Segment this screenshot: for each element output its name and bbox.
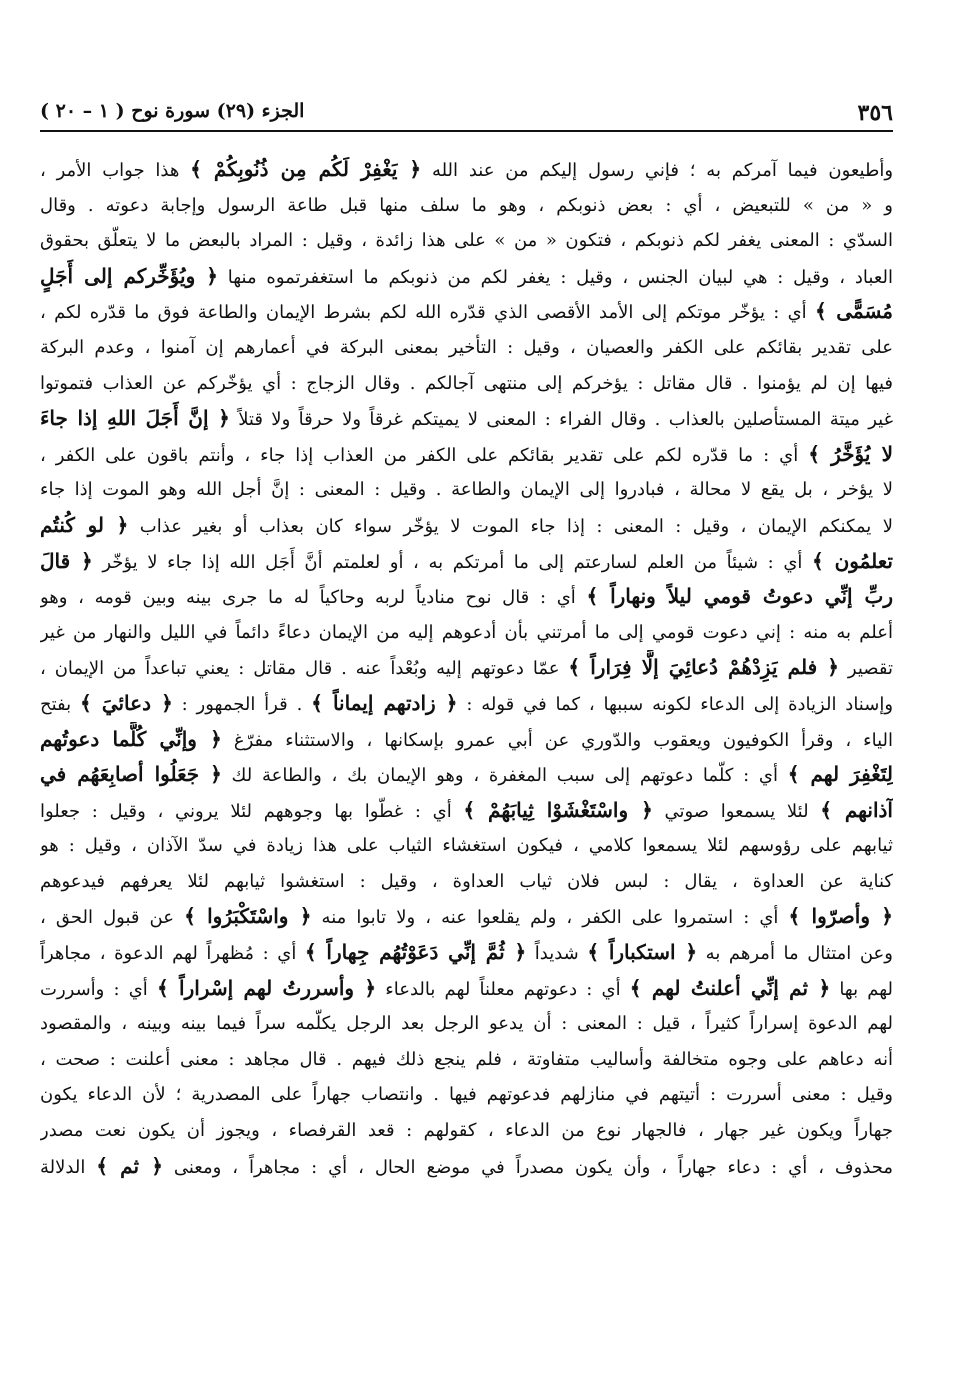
quran-quote: ﴿ دعائيَ ﴾ xyxy=(80,690,173,715)
commentary-text: ثيابهم على رؤوسهم لئلا يسمعوا كلامي ، فيكون استغشاء الثياب على هذا زيادة في سدّ الآذان ، وقيل : هو xyxy=(40,835,893,857)
quran-quote: ﴿ ثم ﴾ xyxy=(96,1153,163,1178)
commentary-text: وقيل : معنى أسررت : أتيتهم في منازلهم فدعوتهم فيها . وانتصاب جهاراً على المصدرية ؛ لأن الدعاء يكون xyxy=(40,1084,893,1106)
quran-quote: ﴿ وإنِّي كُلَّما دعوتُهم xyxy=(40,726,222,751)
commentary-text: أعلم به منه : إني دعوت قومي إلى ما أمرتني بأن أدعوهم إليه من الإيمان دعاءً دائماً في الليل والنهار من غير xyxy=(40,621,893,643)
text-line xyxy=(40,579,893,615)
quran-quote: ﴿ زادتهم إيماناً ﴾ xyxy=(311,690,458,715)
page xyxy=(40,96,893,1184)
quran-quote: لِتَغْفِرَ لهم ﴾ xyxy=(787,762,893,787)
quran-quote: ﴿ يَغْفِرْ لَكُم مِن ذُنُوبِكُمْ ﴾ xyxy=(190,157,422,181)
text-line xyxy=(40,864,893,900)
commentary-text: العباد ، وقيل : هي لبيان الجنس ، وقيل : يغفر لكم من ذنوبكم ما استغفرتموه منها xyxy=(217,266,893,288)
commentary-text: أي : شيئاً من العلم لسارعتم إلى ما أمرتكم به ، أو لعلمتم أنَّ أَجَل الله إذا جاء لا يؤخّر xyxy=(92,551,813,573)
quran-quote: ﴿ جَعَلُوا أصابِعَهُم في xyxy=(40,762,222,787)
text-line xyxy=(40,188,893,224)
commentary-text: الياء ، وقرأ الكوفيون ويعقوب والدّوري عن أبي عمرو بإسكانها ، والاستثناء مفرّغ xyxy=(221,729,893,751)
commentary-text: كناية عن العداوة ، يقال : لبس فلان ثياب العداوة ، وقيل : استغشوا ثيابهم لئلا يعرفهم فيدعوهم xyxy=(40,870,893,892)
header-rule xyxy=(40,130,893,132)
quran-quote: ﴿ فلم يَزِدْهُمْ دُعائِيَ إلَّا فِرَاراً ﴾ xyxy=(568,655,840,680)
commentary-text: أي : غطّوا بها وجوههم لئلا يروني ، وقيل : جعلوا xyxy=(40,800,464,822)
quran-quote: ﴿ استكباراً ﴾ xyxy=(587,940,698,965)
text-line xyxy=(40,1042,893,1078)
text-line xyxy=(40,1113,893,1149)
text-line xyxy=(40,472,893,508)
commentary-text: وأطيعون فيما آمركم به ؛ فإني رسول إليكم من عند الله xyxy=(421,160,893,181)
text-line xyxy=(40,650,893,686)
commentary-text: أي : ما قدّره لكم على تقدير بقائكم على الكفر من العذاب إذا جاء ، وأنتم باقون على الكفر ، xyxy=(40,444,809,466)
text-line xyxy=(40,971,893,1007)
commentary-text: عمّا دعوتهم إليه وبُعْداً عنه . قال مقاتل : يعني تباعداً من الإيمان ، xyxy=(40,658,569,680)
commentary-text: هذا جواب الأمر ، xyxy=(40,160,191,181)
commentary-text: لهم بها xyxy=(830,978,893,1000)
page-number: ٣٥٦ xyxy=(857,100,893,126)
quran-quote: ربِّ إنِّي دعوتُ قومي ليلاً ونهاراً ﴾ xyxy=(586,584,893,609)
text-line xyxy=(40,1077,893,1113)
commentary-text: وإسناد الزيادة إلى الدعاء لكونه سببها ، كما في قوله : xyxy=(457,693,893,715)
quran-quote: مُسَمًّى ﴾ xyxy=(814,299,893,324)
commentary-text: لا يؤخر ، بل يقع لا محالة ، فبادروا إلى الإيمان والطاعة . وقيل : المعنى : إنَّ أجل الله وهو الموت إذا جاء xyxy=(40,479,893,501)
commentary-text: شديداً xyxy=(526,943,588,965)
commentary-text: لهم الدعوة إسراراً كثيراً ، قيل : المعنى : أن يدعو الرجل بعد الرجل يكلّمه سراً فيما بينه وبينه ، والمقصود xyxy=(40,1013,893,1035)
quran-quote: ﴿ وأسررتُ لهم إسْراراً ﴾ xyxy=(156,975,377,1000)
text-line xyxy=(40,223,893,259)
text-line xyxy=(40,793,893,829)
commentary-text: . قرأ الجمهور : xyxy=(172,693,312,715)
commentary-text: أي : وأسررت xyxy=(40,978,157,1000)
commentary-text: لئلا يسمعوا صوتي xyxy=(652,800,821,822)
quran-quote: لا يُؤَخَّرُ ﴾ xyxy=(808,441,893,466)
commentary-text: تقصير xyxy=(839,658,893,680)
commentary-text: أي : قال نوح منادياً لربه وحاكياً له ما جرى بينه وبين قومه ، وهو xyxy=(40,587,587,609)
text-line xyxy=(40,899,893,935)
text-line xyxy=(40,401,893,437)
text-line xyxy=(40,757,893,793)
text-line xyxy=(40,828,893,864)
quran-quote: ﴿ ثم إنِّي أعلنتُ لهم ﴾ xyxy=(629,975,831,1000)
commentary-text: أي : مُظهراً لهم الدعوة ، مجاهراً xyxy=(40,943,305,965)
text-line xyxy=(40,1006,893,1042)
quran-quote: ﴿ وأصرّوا ﴾ xyxy=(788,904,893,929)
commentary-text: السدّي : المعنى يغفر لكم ذنوبكم ، فتكون « من » على هذا زائدة ، وقيل : المراد بالبعض ما لا يتعلّق بحقوق xyxy=(40,230,893,252)
quran-quote: ﴿ قالَ xyxy=(40,548,93,573)
quran-quote: ﴿ واسْتَكْبَرُوا ﴾ xyxy=(184,904,312,929)
text-line xyxy=(40,152,893,188)
commentary-text: أنه دعاهم على وجوه متخالفة وأساليب متفاوتة ، فلم ينجع ذلك فيهم . قال مجاهد : معنى أعلنت : صحت ، xyxy=(40,1048,893,1070)
commentary-text: بفتح xyxy=(40,693,81,715)
quran-quote: ﴿ ويُؤَخِّركم إلى أَجَلٍ xyxy=(40,263,218,288)
quran-quote: تعلمُون ﴾ xyxy=(812,548,893,573)
commentary-text: فيها إن لم يؤمنوا . قال مقاتل : يؤخركم إلى منتهى آجالكم . وقال الزجاج : أي يؤخّركم عن العذاب فتموتوا xyxy=(40,372,893,394)
text-line xyxy=(40,935,893,971)
commentary-text: أي : كلّما دعوتهم إلى سبب المغفرة ، وهو الإيمان بك ، والطاعة لك xyxy=(221,765,788,787)
commentary-text: أي : يؤخّر موتكم إلى الأمد الأقصى الذي قدّره الله لكم بشرط الإيمان والطاعة فوق ما قدّره لكم ، xyxy=(40,302,815,324)
text-line xyxy=(40,615,893,651)
quran-quote: آذانهم ﴾ xyxy=(820,797,893,822)
quran-quote: ﴿ واسْتَغْشَوْا ثِيابَهُمْ ﴾ xyxy=(463,797,653,822)
body-text xyxy=(40,152,893,1184)
commentary-text: و « من » للتبعيض ، أي : بعض ذنوبكم ، وهو ما سلف منها قبل طاعة الرسول وإجابة دعوته . وقال xyxy=(40,194,893,216)
quran-quote: ﴿ ثُمَّ إنِّي دَعَوْتُهُم جِهاراً ﴾ xyxy=(304,940,527,965)
text-line xyxy=(40,508,893,544)
commentary-text: أي : دعوتهم معلناً لهم بالدعاء xyxy=(376,978,630,1000)
commentary-text: لا يمكنكم الإيمان ، وقيل : المعنى : إذا جاء الموت لا يؤخّر سواء كان بعذاب أو بغير عذاب xyxy=(128,515,893,537)
text-line xyxy=(40,1149,893,1185)
text-line xyxy=(40,366,893,402)
commentary-text: أي : استمروا على الكفر ، ولم يقلعوا عنه ، ولا تابوا منه xyxy=(311,907,789,929)
page-header xyxy=(40,96,893,130)
quran-quote: ﴿ إنَّ أَجَلَ اللهِ إذا جاءَ xyxy=(40,406,230,431)
text-line xyxy=(40,330,893,366)
commentary-text: محذوف ، أي : دعاء جهاراً ، وأن يكون مصدراً في موضع الحال ، أي : مجاهراً ، ومعنى xyxy=(162,1156,893,1178)
commentary-text: جهاراً ويكون غير جهار ، فالجهار نوع من الدعاء ، كقولهم : قعد القرفصاء ، ويجوز أن يكون نعت مصدر xyxy=(40,1120,893,1142)
text-line xyxy=(40,294,893,330)
commentary-text: وعن امتثال ما أمرهم به xyxy=(697,943,893,965)
text-line xyxy=(40,686,893,722)
quran-quote: ﴿ لو كُنتُم xyxy=(40,512,129,537)
commentary-text: على تقدير بقائكم على الكفر والعصيان ، وقيل : التأخير بمعنى البركة في أعمارهم إن آمنوا ، وعدم البركة xyxy=(40,336,893,358)
text-line xyxy=(40,259,893,295)
text-line xyxy=(40,437,893,473)
text-line xyxy=(40,544,893,580)
running-title: الجزء (٢٩) سورة نوح ( ١ – ٢٠ ) xyxy=(40,100,305,122)
commentary-text: الدلالة xyxy=(40,1156,97,1178)
commentary-text: غير ميتة المستأصلين بالعذاب . وقال الفراء : المعنى لا يميتكم غرقاً ولا حرقاً ولا قتلاً xyxy=(229,409,893,431)
text-line xyxy=(40,722,893,758)
commentary-text: عن قبول الحق ، xyxy=(40,907,185,929)
